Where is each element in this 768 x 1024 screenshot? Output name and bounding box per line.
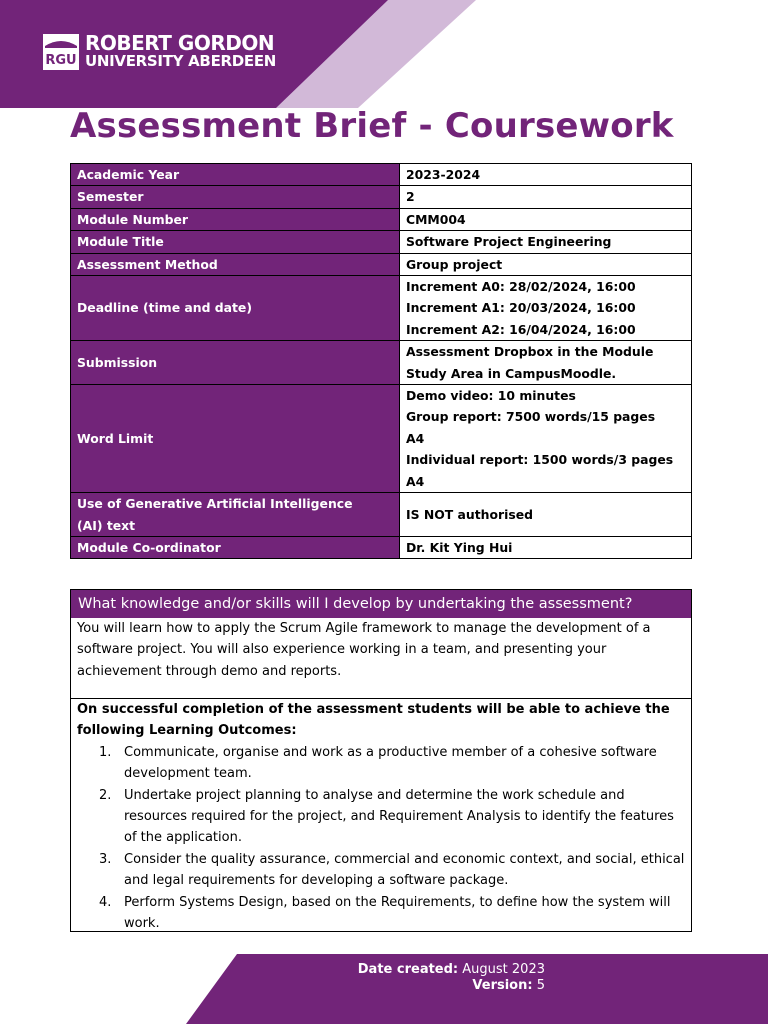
info-value-line: 2023-2024 xyxy=(406,167,481,182)
learning-outcome-number: 1. xyxy=(99,744,112,760)
info-value-line: CMM004 xyxy=(406,211,466,227)
info-value-line: A4 xyxy=(406,430,425,446)
skills-heading: What knowledge and/or skills will I develop by undertaking the assessment? xyxy=(71,590,691,618)
info-row xyxy=(71,253,692,275)
learning-outcomes-list xyxy=(77,742,685,935)
page-title: Assessment Brief - Coursework xyxy=(70,106,674,146)
info-value xyxy=(400,253,692,275)
info-row xyxy=(71,536,692,558)
learning-outcome-line: and legal requirements for developing a software package. xyxy=(124,873,509,889)
lo-heading-line: following Learning Outcomes: xyxy=(77,723,297,739)
info-value-line: Group project xyxy=(406,256,503,272)
info-label-line: Deadline (time and date) xyxy=(77,300,252,316)
info-label-line: Submission xyxy=(77,354,158,370)
learning-outcome-item xyxy=(77,785,685,849)
info-label-line: Word Limit xyxy=(77,430,154,446)
info-row xyxy=(71,186,692,208)
info-label xyxy=(71,276,400,341)
info-value-line: IS NOT authorised xyxy=(406,506,533,522)
info-value-line: Individual report: 1500 words/3 pages xyxy=(406,452,674,468)
info-value xyxy=(400,276,692,341)
university-logo xyxy=(43,31,277,70)
skills-panel xyxy=(70,589,692,932)
info-label xyxy=(71,341,400,385)
info-value xyxy=(400,164,692,186)
info-row xyxy=(71,164,692,186)
intro-line: achievement through demo and reports. xyxy=(77,663,342,679)
learning-outcome-line: of the application. xyxy=(124,830,242,846)
intro-line: You will learn how to apply the Scrum Agile framework to manage the development of a xyxy=(77,621,651,636)
info-label xyxy=(71,493,400,537)
info-value-line: Demo video: 10 minutes xyxy=(406,388,576,404)
date-created-value: August 2023 xyxy=(462,962,545,977)
info-value xyxy=(400,186,692,208)
info-label-line: Module Title xyxy=(77,234,164,250)
learning-outcome-line: development team. xyxy=(124,766,252,782)
version-value: 5 xyxy=(536,978,545,993)
learning-outcome-number: 4. xyxy=(99,894,112,910)
learning-outcome-line: Consider the quality assurance, commercial and economic context, and social, ethical xyxy=(124,851,685,867)
info-value-line: Software Project Engineering xyxy=(406,234,612,250)
skills-intro xyxy=(71,618,691,699)
info-row xyxy=(71,341,692,385)
footer-info xyxy=(358,962,545,994)
info-value xyxy=(400,493,692,537)
info-label-line: Assessment Method xyxy=(77,256,218,272)
info-value-line: Increment A2: 16/04/2024, 16:00 xyxy=(406,321,636,337)
learning-outcomes-heading xyxy=(77,699,685,742)
info-value-line: Dr. Kit Ying Hui xyxy=(406,539,513,555)
info-value-line: Increment A1: 20/03/2024, 16:00 xyxy=(406,300,636,316)
info-value xyxy=(400,385,692,493)
info-label-line: Use of Generative Artificial Intelligence xyxy=(77,496,353,512)
footer-date xyxy=(358,962,545,978)
info-label xyxy=(71,385,400,493)
logo-line-2: UNIVERSITY ABERDEEN xyxy=(85,52,277,70)
learning-outcome-line: Undertake project planning to analyse and determine the work schedule and xyxy=(124,787,625,803)
assessment-info-table xyxy=(70,163,692,559)
info-label xyxy=(71,186,400,208)
info-value-line: Study Area in CampusMoodle. xyxy=(406,365,617,381)
learning-outcome-item xyxy=(77,892,685,935)
info-row xyxy=(71,208,692,230)
info-value xyxy=(400,231,692,253)
info-label-line: (AI) text xyxy=(77,517,136,533)
intro-line: software project. You will also experience working in a team, and presenting your xyxy=(77,642,607,658)
learning-outcome-line: Communicate, organise and work as a productive member of a cohesive software xyxy=(124,744,657,760)
info-label-line: Module Co-ordinator xyxy=(77,539,221,555)
learning-outcome-line: resources required for the project, and Requirement Analysis to identify the features xyxy=(124,809,674,825)
learning-outcome-number: 3. xyxy=(99,851,112,867)
info-label xyxy=(71,231,400,253)
info-label xyxy=(71,208,400,230)
info-label-line: Semester xyxy=(77,189,144,205)
info-value-line: Group report: 7500 words/15 pages xyxy=(406,409,656,425)
info-row xyxy=(71,276,692,341)
version-label: Version: xyxy=(472,978,533,993)
info-label xyxy=(71,536,400,558)
rgu-crest-icon xyxy=(43,34,79,70)
logo-line-1: ROBERT GORDON xyxy=(85,31,275,55)
info-value-line: Assessment Dropbox in the Module xyxy=(406,344,654,360)
learning-outcomes xyxy=(71,699,691,934)
info-label-line: Module Number xyxy=(77,211,188,227)
learning-outcome-item xyxy=(77,849,685,892)
info-row xyxy=(71,493,692,537)
logo-mark-text: RGU xyxy=(45,53,77,68)
date-created-label: Date created: xyxy=(357,962,459,977)
learning-outcome-line: Perform Systems Design, based on the Requirements, to define how the system will xyxy=(124,894,671,910)
info-value-line: Increment A0: 28/02/2024, 16:00 xyxy=(406,279,636,295)
info-value-line: A4 xyxy=(406,473,425,489)
info-label xyxy=(71,164,400,186)
footer-version xyxy=(358,978,545,994)
learning-outcome-line: work. xyxy=(124,916,160,932)
info-value-line: 2 xyxy=(406,189,415,205)
info-value xyxy=(400,536,692,558)
info-row xyxy=(71,231,692,253)
info-label-line: Academic Year xyxy=(77,167,180,182)
learning-outcome-number: 2. xyxy=(99,787,112,803)
lo-heading-line: On successful completion of the assessment students will be able to achieve the xyxy=(77,702,670,717)
info-value xyxy=(400,208,692,230)
info-value xyxy=(400,341,692,385)
info-row xyxy=(71,385,692,493)
learning-outcome-item xyxy=(77,742,685,785)
info-label xyxy=(71,253,400,275)
